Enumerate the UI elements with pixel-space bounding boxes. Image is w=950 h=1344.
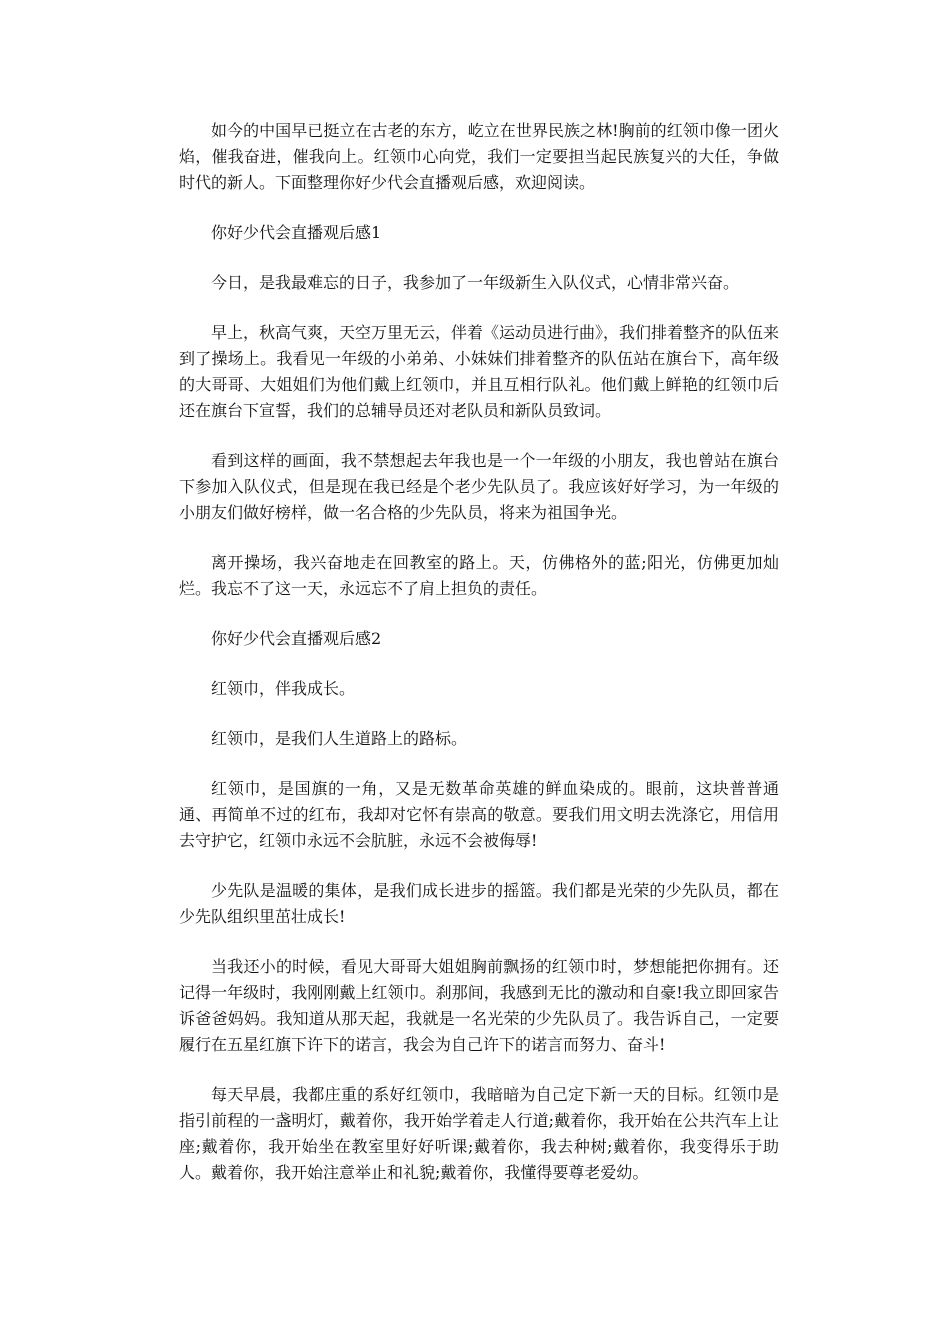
paragraph: 红领巾，是国旗的一角，又是无数革命英雄的鲜血染成的。眼前，这块普普通通、再简单不过的红布，我却对它怀有崇高的敬意。要我们用文明去洗涤它，用信用去守护它，红领巾永远不会肮脏，永远不会被侮辱!: [179, 779, 779, 850]
paragraph: 红领巾，是我们人生道路上的路标。: [211, 729, 468, 748]
paragraph: 看到这样的画面，我不禁想起去年我也是一个一年级的小朋友，我也曾站在旗台下参加入队仪式，但是现在我已经是个老少先队员了。我应该好好学习，为一年级的小朋友们做好榜样，做一名合格的少先队员，将来为祖国争光。: [179, 451, 779, 522]
paragraph: 早上，秋高气爽，天空万里无云，伴着《运动员进行曲》，我们排着整齐的队伍来到了操场上。我看见一年级的小弟弟、小妹妹们排着整齐的队伍站在旗台下，高年级的大哥哥、大姐姐们为他们戴上红领巾，并且互相行队礼。他们戴上鲜艳的红领巾后还在旗台下宣誓，我们的总辅导员还对老队员和新队员致词。: [179, 323, 780, 420]
intro-paragraph: 如今的中国早已挺立在古老的东方，屹立在世界民族之林!胸前的红领巾像一团火焰，催我奋进，催我向上。红领巾心向党，我们一定要担当起民族复兴的大任，争做时代的新人。下面整理你好少代会直播观后感，欢迎阅读。: [179, 121, 779, 192]
paragraph: 少先队是温暖的集体，是我们成长进步的摇篮。我们都是光荣的少先队员，都在少先队组织里茁壮成长!: [179, 881, 779, 926]
paragraph: 离开操场，我兴奋地走在回教室的路上。天，仿佛格外的蓝;阳光，仿佛更加灿烂。我忘不了这一天，永远忘不了肩上担负的责任。: [179, 553, 779, 598]
section-heading-1: 你好少代会直播观后感1: [211, 223, 382, 242]
paragraph: 当我还小的时候，看见大哥哥大姐姐胸前飘扬的红领巾时，梦想能把你拥有。还记得一年级时，我刚刚戴上红领巾。刹那间，我感到无比的激动和自豪!我立即回家告诉爸爸妈妈。我知道从那天起，我就是一名光荣的少先队员了。我告诉自己，一定要履行在五星红旗下许下的诺言，我会为自己许下的诺言而努力、奋斗!: [179, 957, 779, 1054]
document-body: [179, 118, 779, 1210]
paragraph: 每天早晨，我都庄重的系好红领巾，我暗暗为自己定下新一天的目标。红领巾是指引前程的一盏明灯，戴着你，我开始学着走人行道;戴着你，我开始在公共汽车上让座;戴着你，我开始坐在教室里好好听课;戴着你，我去种树;戴着你，我变得乐于助人。戴着你，我开始注意举止和礼貌;戴着你，我懂得要尊老爱幼。: [179, 1085, 779, 1182]
paragraph: 红领巾，伴我成长。: [211, 679, 356, 698]
section-heading-2: 你好少代会直播观后感2: [211, 629, 382, 648]
paragraph: 今日，是我最难忘的日子，我参加了一年级新生入队仪式，心情非常兴奋。: [211, 273, 740, 292]
